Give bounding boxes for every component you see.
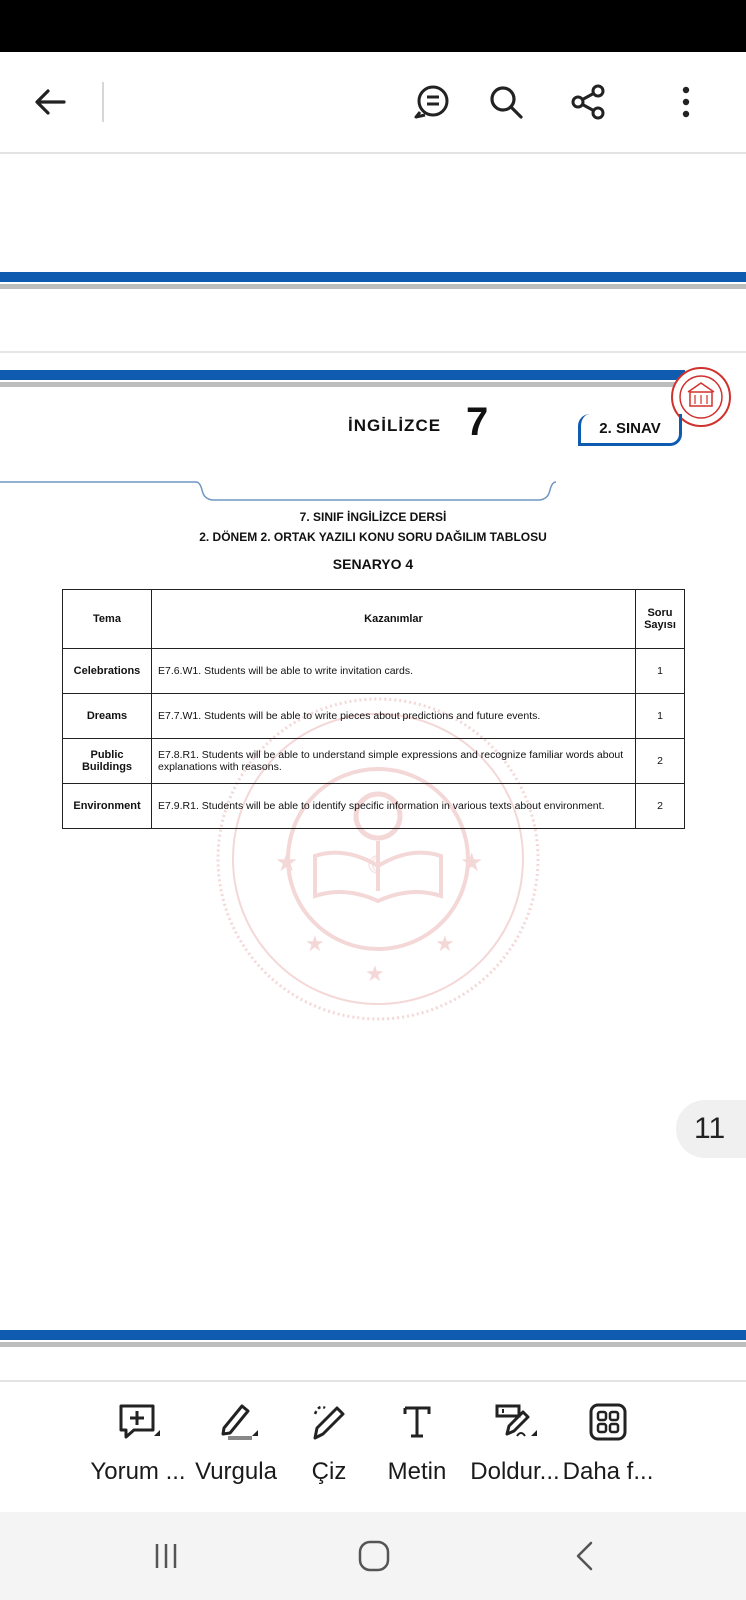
doc-title-line1: 7. SINIF İNGİLİZCE DERSİ bbox=[299, 510, 447, 524]
more-tools-grid-icon bbox=[586, 1400, 630, 1444]
column-header-kazanimlar: Kazanımlar bbox=[152, 590, 636, 649]
header-subject: İNGİLİZCE bbox=[348, 416, 442, 435]
add-comment-icon bbox=[116, 1400, 160, 1444]
toolbar-divider bbox=[102, 82, 104, 122]
column-header-tema: Tema bbox=[63, 590, 152, 649]
cell-tema: Dreams bbox=[63, 694, 152, 739]
distribution-table bbox=[62, 589, 685, 829]
svg-text:★: ★ bbox=[365, 962, 385, 987]
page-footer-band bbox=[0, 1330, 746, 1340]
highlighter-icon bbox=[214, 1400, 258, 1444]
page-header-band bbox=[0, 370, 685, 380]
tool-text-button[interactable] bbox=[362, 1398, 472, 1498]
cell-soru: 1 bbox=[636, 694, 685, 739]
tool-label: Doldur... bbox=[470, 1458, 560, 1485]
page-footer-band-gray bbox=[0, 284, 746, 289]
tool-label: Daha f... bbox=[562, 1458, 654, 1485]
recent-apps-button[interactable] bbox=[136, 1528, 196, 1584]
scenario-title: SENARYO 4 bbox=[332, 556, 414, 572]
cell-tema: Environment bbox=[63, 784, 152, 829]
home-icon bbox=[356, 1538, 392, 1574]
text-icon bbox=[395, 1400, 439, 1444]
column-header-soru-sayisi: Soru Sayısı bbox=[636, 590, 685, 649]
svg-text:☾: ☾ bbox=[366, 851, 390, 881]
table-header-row bbox=[63, 590, 685, 649]
tool-label: Vurgula bbox=[195, 1458, 277, 1485]
tool-more-button[interactable] bbox=[553, 1398, 663, 1498]
system-back-button[interactable] bbox=[555, 1528, 615, 1584]
back-button[interactable] bbox=[22, 74, 78, 130]
tool-label: Metin bbox=[387, 1458, 447, 1485]
cell-soru: 1 bbox=[636, 649, 685, 694]
table-row bbox=[63, 739, 685, 784]
page-footer-band-gray bbox=[0, 1342, 746, 1347]
home-button[interactable] bbox=[344, 1528, 404, 1584]
page-separator bbox=[0, 351, 746, 353]
table-row bbox=[63, 649, 685, 694]
share-button[interactable] bbox=[560, 74, 616, 130]
table-row bbox=[63, 694, 685, 739]
more-options-button[interactable] bbox=[658, 74, 714, 130]
system-nav-bar bbox=[0, 1512, 746, 1600]
cell-kazanim: E7.6.W1. Students will be able to write invitation cards. bbox=[152, 649, 636, 694]
doc-title-line2: 2. DÖNEM 2. ORTAK YAZILI KONU SORU DAĞILIM TABLOSU bbox=[199, 530, 547, 544]
search-button[interactable] bbox=[478, 74, 534, 130]
page-number-badge[interactable]: 11 bbox=[676, 1100, 746, 1158]
draw-pen-icon bbox=[307, 1400, 351, 1444]
comment-list-icon bbox=[411, 81, 453, 123]
status-bar bbox=[0, 0, 746, 52]
cell-kazanim: E7.7.W1. Students will be able to write pieces about predictions and future events. bbox=[152, 694, 636, 739]
arrow-left-icon bbox=[30, 82, 70, 122]
tool-label: Çiz bbox=[311, 1458, 347, 1485]
bottom-tools-bar bbox=[0, 1380, 746, 1514]
recent-apps-icon bbox=[148, 1538, 184, 1574]
svg-text:★: ★ bbox=[275, 848, 299, 878]
fill-sign-icon bbox=[493, 1400, 537, 1444]
page-header-band-gray bbox=[0, 382, 680, 387]
tool-label: Yorum ... bbox=[90, 1458, 186, 1485]
cell-tema: Public Buildings bbox=[63, 739, 152, 784]
top-app-bar bbox=[0, 52, 746, 154]
more-vertical-icon bbox=[676, 82, 696, 122]
cell-kazanim: E7.9.R1. Students will be able to identify specific information in various texts about environment. bbox=[152, 784, 636, 829]
page-footer-band bbox=[0, 272, 746, 282]
svg-text:★: ★ bbox=[435, 932, 455, 957]
cell-kazanim: E7.8.R1. Students will be able to understand simple expressions and recognize familiar words about explanations with reasons. bbox=[152, 739, 636, 784]
chevron-left-icon bbox=[567, 1538, 603, 1574]
cell-soru: 2 bbox=[636, 739, 685, 784]
header-grade: 7 bbox=[466, 400, 489, 444]
comments-button[interactable] bbox=[404, 74, 460, 130]
svg-text:★: ★ bbox=[460, 848, 484, 878]
search-icon bbox=[486, 82, 526, 122]
share-icon bbox=[568, 82, 608, 122]
table-row bbox=[63, 784, 685, 829]
tool-comment-button[interactable] bbox=[83, 1398, 193, 1498]
cell-tema: Celebrations bbox=[63, 649, 152, 694]
svg-text:★: ★ bbox=[305, 932, 325, 957]
header-frame-line bbox=[0, 470, 746, 504]
cell-soru: 2 bbox=[636, 784, 685, 829]
exam-tab: 2. SINAV bbox=[578, 414, 682, 446]
